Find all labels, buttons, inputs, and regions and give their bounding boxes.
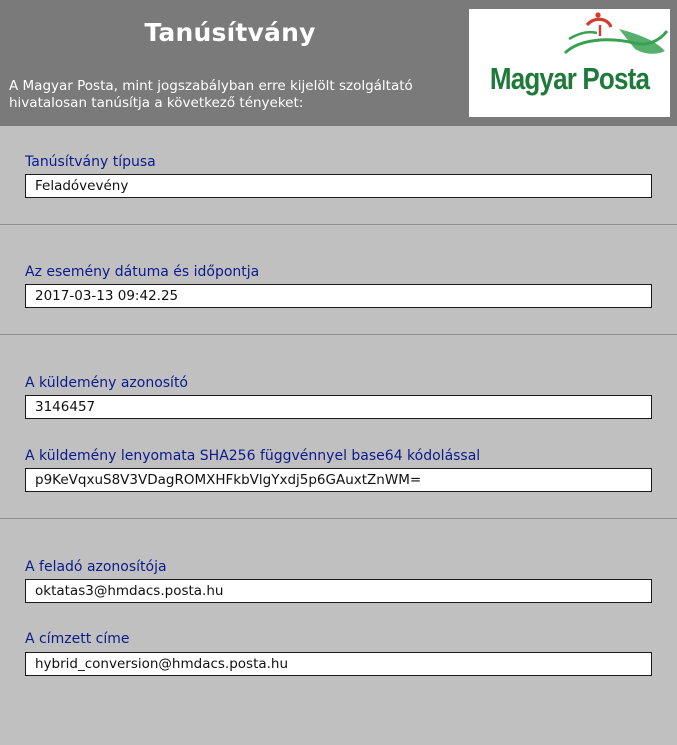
item-hash-label: A küldemény lenyomata SHA256 függvénnyel base64 kódolással [25, 448, 481, 464]
event-datetime-label: Az esemény dátuma és időpontja [25, 264, 260, 280]
recipient-address-label: A címzett címe [25, 631, 130, 647]
logo-text: Magyar Posta [489, 61, 650, 96]
item-hash-field: p9KeVqxuS8V3VDagROMXHFkbVlgYxdj5p6GAuxtZnWM= [25, 468, 652, 492]
certificate-header [0, 0, 677, 126]
item-id-label: A küldemény azonosító [25, 375, 188, 391]
sender-id-label: A feladó azonosítója [25, 559, 167, 575]
page-title: Tanúsítvány [144, 18, 316, 47]
item-id-field: 3146457 [25, 395, 652, 419]
section-divider [0, 334, 677, 335]
certificate-type-field: Feladóvevény [25, 174, 652, 198]
section-divider [0, 518, 677, 519]
section-divider [0, 224, 677, 225]
certificate-intro-text: A Magyar Posta, mint jogszabályban erre kijelölt szolgáltató hivatalosan tanúsítja a következő tényeket: [9, 78, 413, 111]
recipient-address-field: hybrid_conversion@hmdacs.posta.hu [25, 652, 652, 676]
magyar-posta-logo [469, 9, 670, 117]
sender-id-field: oktatas3@hmdacs.posta.hu [25, 579, 652, 603]
certificate-type-label: Tanúsítvány típusa [25, 154, 156, 170]
event-datetime-field: 2017-03-13 09:42.25 [25, 284, 652, 308]
